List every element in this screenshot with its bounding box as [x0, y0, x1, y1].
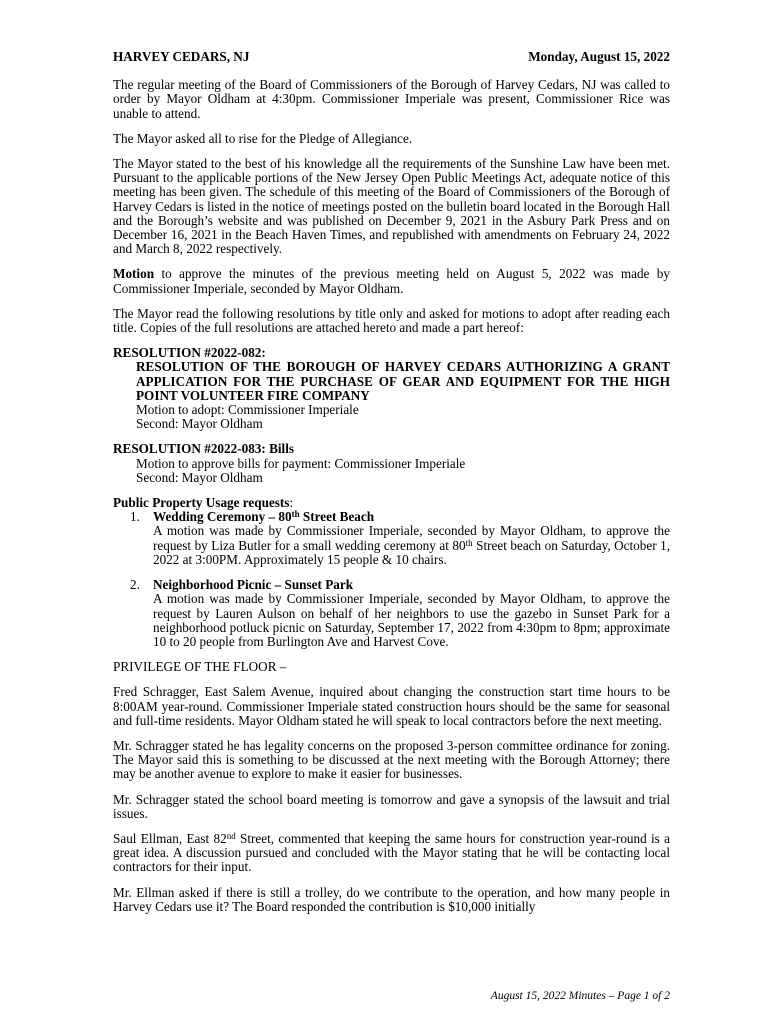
opening-paragraph: The regular meeting of the Board of Commissioners of the Borough of Harvey Cedars, NJ was called to order by Mayor Oldham at 4:30pm. Commissioner Imperiale was present, Commissioner Rice was unable to attend.	[113, 77, 670, 121]
resolution-details	[136, 360, 670, 431]
list-item-title: Wedding Ceremony – 80th Street Beach	[153, 509, 375, 525]
sunshine-law-paragraph: The Mayor stated to the best of his knowledge all the requirements of the Sunshine Law have been met. Pursuant to the applicable portions of the New Jersey Open Public Meetings Act, adequate notice of this meeting has been given. The schedule of this meeting of the Board of Commissioners of the Borough of Harvey Cedars is listed in the notice of meetings posted on the bulletin board located in the Borough Hall and the Borough’s website and was published on December 9, 2021 in the Asbury Park Press and on December 16, 2021 in the Beach Haven Times, and republished with amendments on February 24, 2022 and March 8, 2022 respectively.	[113, 156, 670, 257]
motion-label: Motion	[113, 266, 155, 282]
list-item-text: A motion was made by Commissioner Imperiale, seconded by Mayor Oldham, to approve the request by Lauren Aulson on behalf of her neighbors to use the gazebo in Sunset Park for a neighborhood potluck picnic on Saturday, September 17, 2022 from 4:30pm to 8pm; approximate 10 to 20 people from Burlington Ave and Harvest Cove.	[153, 591, 670, 649]
resolution-second: Second: Mayor Oldham	[136, 416, 263, 432]
resolution-subtitle: RESOLUTION OF THE BOROUGH OF HARVEY CEDARS AUTHORIZING A GRANT APPLICATION FOR THE PURCHASE OF GEAR AND EQUIPMENT FOR THE HIGH POINT VOLUNTEER FIRE COMPANY	[136, 359, 670, 403]
header-date: Monday, August 15, 2022	[528, 49, 670, 64]
list-item	[113, 578, 670, 649]
privilege-paragraph: Fred Schragger, East Salem Avenue, inquired about changing the construction start time hours to be 8:00AM year-round. Commissioner Imperiale stated construction hours should be the same for seasonal and full-time residents. Mayor Oldham stated he will speak to local contractors before the next meeting.	[113, 684, 670, 728]
resolution-motion: Motion to adopt: Commissioner Imperiale	[136, 402, 359, 418]
list-item-number: 1.	[130, 509, 140, 525]
public-property-heading: Public Property Usage requests:	[113, 495, 294, 511]
resolution-second: Second: Mayor Oldham	[136, 469, 263, 485]
resolution-title: RESOLUTION #2022-083: Bills	[113, 441, 294, 457]
list-item-title: Neighborhood Picnic – Sunset Park	[153, 577, 354, 593]
resolution-details	[136, 457, 670, 485]
page-footer: August 15, 2022 Minutes – Page 1 of 2	[490, 990, 670, 1002]
header-location: HARVEY CEDARS, NJ	[113, 49, 250, 64]
public-property-section	[113, 496, 670, 649]
motion-text: to approve the minutes of the previous meeting held on August 5, 2022 was made by Commissioner Imperiale, seconded by Mayor Oldham.	[113, 266, 670, 296]
list-item-number: 2.	[130, 577, 140, 593]
document-page	[113, 50, 670, 925]
pledge-paragraph: The Mayor asked all to rise for the Pledge of Allegiance.	[113, 130, 413, 146]
privilege-paragraph: Mr. Schragger stated the school board meeting is tomorrow and gave a synopsis of the lawsuit and trial issues.	[113, 791, 670, 821]
resolution-2022-082	[113, 346, 670, 431]
resolution-2022-083	[113, 442, 670, 485]
privilege-paragraph: Mr. Ellman asked if there is still a trolley, do we contribute to the operation, and how many people in Harvey Cedars use it? The Board responded the contribution is $10,000 initially	[113, 884, 670, 914]
list-item-text: A motion was made by Commissioner Imperiale, seconded by Mayor Oldham, to approve the request by Liza Butler for a small wedding ceremony at 80th Street beach on Saturday, October 1, 2022 at 3:00PM. Approximately 15 people & 10 chairs.	[153, 523, 670, 567]
privilege-paragraph: Saul Ellman, East 82nd Street, commented that keeping the same hours for construction year-round is a great idea. A discussion pursued and concluded with the Mayor stating that he will be contacting local contractors for their input.	[113, 830, 670, 875]
resolutions-intro-paragraph: The Mayor read the following resolutions by title only and asked for motions to adopt after reading each title. Copies of the full resolutions are attached hereto and made a part hereof:	[113, 305, 670, 336]
list-item	[113, 510, 670, 567]
resolution-title: RESOLUTION #2022-082:	[113, 345, 266, 361]
minutes-motion-paragraph	[113, 267, 670, 295]
document-header	[113, 50, 670, 64]
privilege-paragraph: Mr. Schragger stated he has legality concerns on the proposed 3-person committee ordinance for zoning. The Mayor said this is something to be discussed at the next meeting with the Borough Attorney; there may be another avenue to explore to make it easier for businesses.	[113, 737, 670, 782]
privilege-heading: PRIVILEGE OF THE FLOOR –	[113, 659, 287, 675]
resolution-motion: Motion to approve bills for payment: Commissioner Imperiale	[136, 455, 466, 471]
